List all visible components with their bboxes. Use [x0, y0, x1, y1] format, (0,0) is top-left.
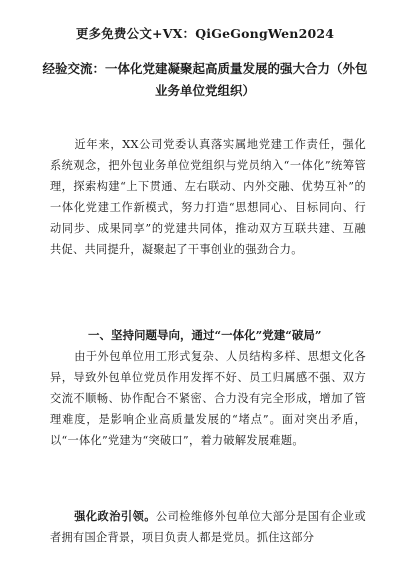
paragraph-problem	[50, 346, 366, 451]
paragraph-political-guidance-text: 公司检维修外包单位大部分是国有企业或者拥有国企背景，项目负责人都是党员。抓住这部分	[50, 510, 366, 544]
paragraph-intro-text: 近年来，XX公司党委认真落实属地党建工作责任，强化系统观念，把外包业务单位党组织与党员纳入“一体化”统筹管理，探索构建“上下贯通、左右联动、内外交融、优势互补”的一体化党建工作新模式，努力打造“思想同心、目标同向、行动同步、成果同享”的党建共同体，推动双方互联共建、互融共促、共同提升，凝聚起了干事创业的强劲合力。	[50, 138, 366, 256]
paragraph-intro	[50, 134, 366, 260]
paragraph-problem-text: 由于外包单位用工形式复杂、人员结构多样、思想文化各异，导致外包单位党员作用发挥不好、员工归属感不强、双方交流不顺畅、协作配合不紧密、合力没有完全形成，增加了管理难度，是影响企业高质量发展的“堵点”。面对突出矛盾，以“一体化”党建为“突破口”，着力破解发展难题。	[50, 350, 366, 447]
promo-header: 更多免费公文+VX：QiGeGongWen2024	[75, 26, 335, 41]
paragraph-political-guidance	[50, 506, 366, 548]
section-heading-1: 一、坚持问题导向，通过“一体化”党建“破局”	[88, 328, 322, 342]
paragraph-lead-bold: 强化政治引领。	[74, 509, 156, 523]
document-title: 经验交流：一体化党建凝聚起高质量发展的强大合力（外包业务单位党组织）	[42, 61, 368, 98]
